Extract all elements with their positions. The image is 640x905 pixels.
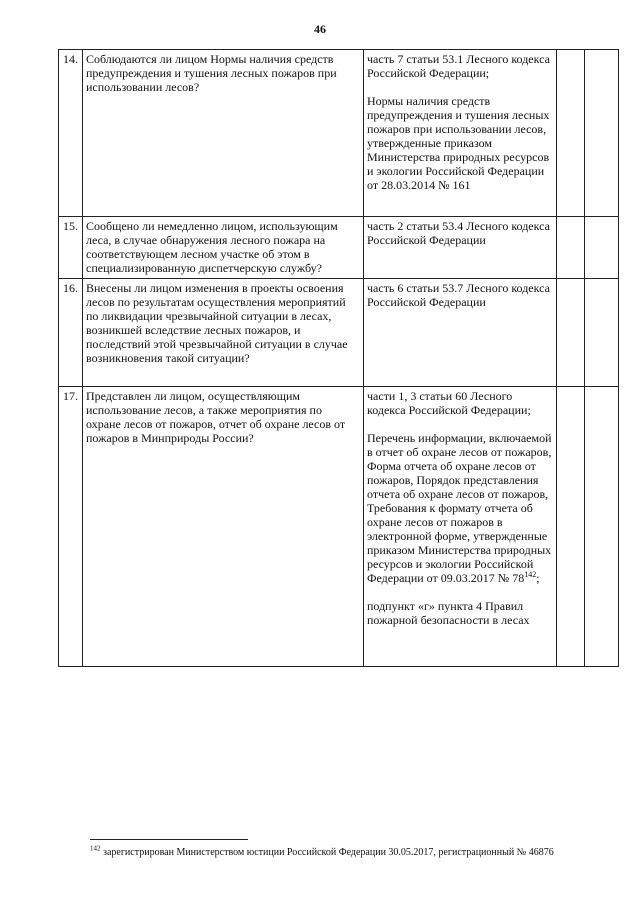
note-cell bbox=[585, 50, 619, 217]
footnote-text: зарегистрирован Министерством юстиции Российской Федерации 30.05.2017, регистрационный № 46876 bbox=[100, 847, 554, 858]
reference-text: Нормы наличия средств предупреждения и тушения лесных пожаров при использовании лесов, утвержденные приказом Министерства природных ресурсов и экологии Российской Федерации от 28.03.2014 № 161 bbox=[367, 94, 550, 192]
note-cell bbox=[585, 217, 619, 279]
reference-cell bbox=[364, 50, 557, 217]
reference-cell bbox=[364, 217, 557, 279]
table-row bbox=[59, 50, 619, 217]
reference-text-main: Перечень информации, включаемой в отчет об охране лесов от пожаров, Форма отчета об охране лесов от пожаров, Порядок представления отчета об охране лесов от пожаров, Требования к формату отчета об охране лесов от пожаров в электронной форме, утвержденные приказом Министерства природных ресурсов и экологии Российской Федерации от 09.03.2017 № 78 bbox=[367, 431, 552, 585]
question-cell: Соблюдаются ли лицом Нормы наличия средств предупреждения и тушения лесных пожаров при использовании лесов? bbox=[83, 50, 364, 217]
footnote-marker: 142 bbox=[524, 570, 537, 579]
question-cell: Представлен ли лицом, осуществляющим использование лесов, а также мероприятия по охране лесов от пожаров, отчет об охране лесов от пожаров в Минприроды России? bbox=[83, 387, 364, 667]
reference-text: часть 6 статьи 53.7 Лесного кодекса Российской Федерации bbox=[367, 281, 550, 309]
table-row bbox=[59, 279, 619, 387]
answer-cell bbox=[557, 217, 585, 279]
reference-punctuation: ; bbox=[536, 571, 540, 585]
note-cell bbox=[585, 279, 619, 387]
reference-text: части 1, 3 статьи 60 Лесного кодекса Российской Федерации; bbox=[367, 389, 531, 417]
checklist-table bbox=[58, 49, 619, 667]
answer-cell bbox=[557, 387, 585, 667]
reference-cell bbox=[364, 279, 557, 387]
answer-cell bbox=[557, 279, 585, 387]
footnote bbox=[90, 844, 630, 859]
table-row bbox=[59, 387, 619, 667]
reference-text: часть 2 статьи 53.4 Лесного кодекса Российской Федерации bbox=[367, 219, 550, 247]
question-cell: Внесены ли лицом изменения в проекты освоения лесов по результатам осуществления мероприятий по ликвидации чрезвычайной ситуации в лесах, возникшей вследствие лесных пожаров, и последствий этой чрезвычайной ситуации в случае возникновения такой ситуации? bbox=[83, 279, 364, 387]
table-row bbox=[59, 217, 619, 279]
footnote-number: 142 bbox=[90, 844, 101, 853]
row-number: 14. bbox=[59, 50, 83, 217]
row-number: 17. bbox=[59, 387, 83, 667]
row-number: 16. bbox=[59, 279, 83, 387]
footnote-divider bbox=[90, 839, 248, 840]
reference-text: подпункт «г» пункта 4 Правил пожарной безопасности в лесах bbox=[367, 599, 530, 627]
reference-cell bbox=[364, 387, 557, 667]
reference-text bbox=[367, 431, 552, 585]
answer-cell bbox=[557, 50, 585, 217]
note-cell bbox=[585, 387, 619, 667]
page-number: 46 bbox=[314, 22, 326, 36]
reference-text: часть 7 статьи 53.1 Лесного кодекса Российской Федерации; bbox=[367, 52, 550, 80]
row-number: 15. bbox=[59, 217, 83, 279]
question-cell: Сообщено ли немедленно лицом, использующим леса, в случае обнаружения лесного пожара на соответствующем лесном участке об этом в специализированную диспетчерскую службу? bbox=[83, 217, 364, 279]
